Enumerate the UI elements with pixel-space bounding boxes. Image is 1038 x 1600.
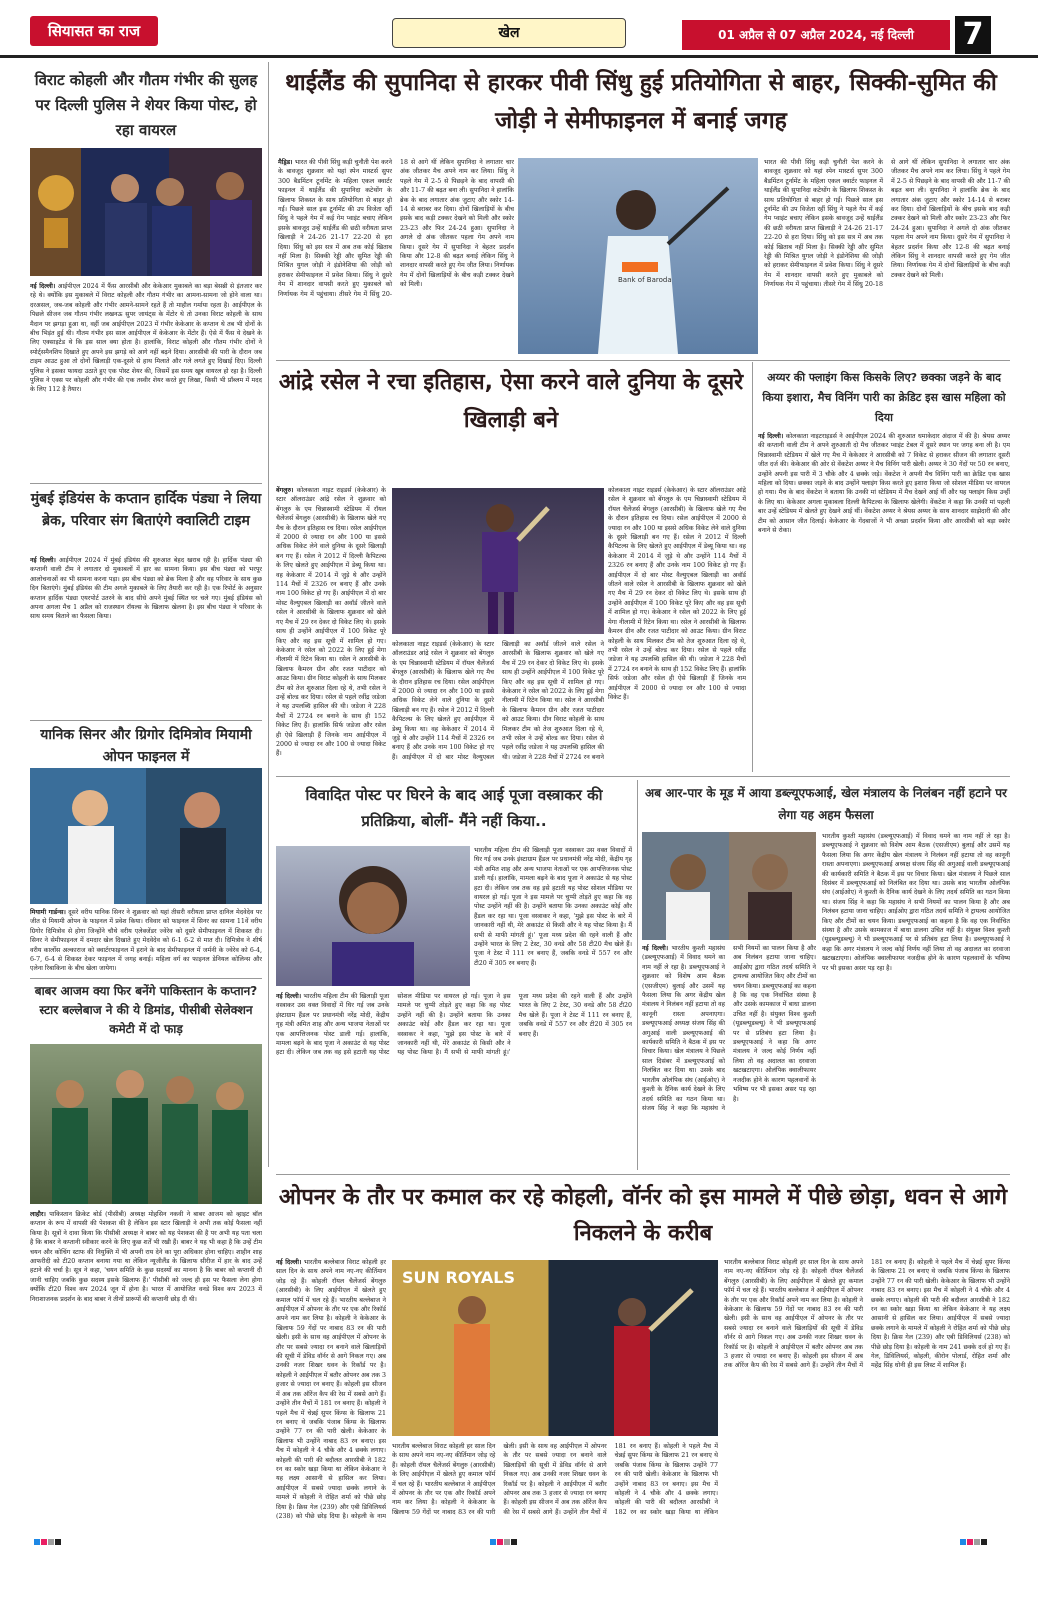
page-number-box [955,16,991,54]
sindhu-headline: थाईलैंड की सुपानिदा से हारकर पीवी सिंधु हुई प्रतियोगिता से बाहर, सिक्की-सुमित की जोड़ी ने सेमीफाइनल में बनाई जगह [285,70,997,134]
sindhu-body-1 [278,158,514,354]
russell-dateline: बेंगलुरु। [276,487,294,494]
hardik-body [30,556,262,716]
header-bar [0,0,1038,58]
pooja-body-2 [276,992,632,1168]
column-title: सियासत का राज [47,22,141,40]
pooja-text-cont: भारतीय महिला टीम की खिलाड़ी पूजा वस्त्राकर उस वक्त विवादों में घिर गई जब उनके इंस्टाग्राम हैंडल पर प्रधानमंत्री नरेंद्र मोदी, केंद्रीय गृह मंत्री अमित शाह और अन्य भाजपा नेताओं पर एक आपत्तिजनक पोस्ट डाली गई। हालांकि, मामला बढ़ने के बाद पूजा ने अकाउंट से यह पोस्ट हटा दी। लेकिन जब तक वह इसे हटाती यह पोस्ट सोशल मीडिया पर वायरल हो गई। पूजा ने इस मामले पर चुप्पी तोड़ते हुए कहा कि वह पोस्ट उन्होंने नहीं की है। उन्होंने बताया कि उनका अकाउंट कोई और हैंडल कर रहा था। पूजा वस्त्राकर ने कहा, 'मुझे इस पोस्ट के बारे में जानकारी नहीं थी, मेरे अकाउंट से किसी और ने यह पोस्ट किया है। मैं सभी से माफी मांगती हूं।' पूजा मध्य प्रदेश की रहने वाली हैं और उन्होंने भारत के लिए 2 टेस्ट, 30 वनडे और 58 टी20 मैच खेले हैं। पूजा ने टेस्ट में 111 रन बनाए हैं, जबकि वनडे में 557 रन और टी20 में 305 रन बनाए हैं। [276,993,632,1057]
sindhu-body-2 [764,158,1010,354]
iyer-body [758,432,1010,770]
pooja-body-1 [474,846,632,986]
kohli-gambhir-body [30,282,262,477]
sindhu-text-cont: भारत की पीवी सिंधु कड़ी चुनौती पेश करने के बावजूद शुक्रवार को यहां स्पेन मास्टर्स सुपर 300 बैडमिंटन टूर्नामेंट के महिला एकल क्वार्टर फाइनल में थाईलैंड की सुपानिदा कटेथोंग के खिलाफ शिकस्त के साथ प्रतियोगिता से बाहर हो गईं। पिछले साल इस टूर्नामेंट की उप विजेता रहीं सिंधु ने पहले गेम में कई गेम प्वाइंट बचाए लेकिन इसके बावजूद उन्हें थाईलैंड की छठी वरीयता प्राप्त खिलाड़ी ने 24-26 21-17 22-20 से हरा दिया। सिंधु को इस सत्र में अब तक कोई खिताब नहीं मिला है। सिक्की रेड्डी और सुमित रेड्डी की मिश्रित युगल जोड़ी ने इंडोनेशिया की जोड़ी को हराकर सेमीफाइनल में प्रवेश किया। सिंधु ने दूसरे गेम में शानदार वापसी करते हुए मुकाबले को निर्णायक गेम में पहुंचाया। तीसरे गेम में सिंधु 20-18 से आगे थीं लेकिन सुपानिदा ने लगातार चार अंक जीतकर मैच अपने नाम कर लिया। सिंधु ने पहले गेम में 2-5 से पिछड़ने के बाद वापसी की और 11-7 की बढ़त बना ली। सुपानिदा ने हालांकि ब्रेक के बाद लगातार अंक जुटाए और स्कोर 14-14 से बराबर कर दिया। दोनों खिलाड़ियों के बीच इसके बाद कड़ी टक्कर देखने को मिली और स्कोर 23-23 और फिर 24-24 हुआ। सुपानिदा ने अगले दो अंक जीतकर पहला गेम अपने नाम किया। दूसरे गेम में सुपानिदा ने बेहतर प्रदर्शन किया और 12-8 की बढ़त बनाई लेकिन सिंधु ने शानदार वापसी करते हुए गेम जीत लिया। निर्णायक गेम में दोनों खिलाड़ियों के बीच कड़ी टक्कर देखने को मिली। [764,159,1010,289]
hardik-dateline: नई दिल्ली। [30,557,56,564]
russell-body-3 [608,486,746,770]
kohli-gambhir-text: आईपीएल 2024 में फैंस आरसीबी और केकेआर मुकाबले का बड़ा बेसब्री से इंतजार कर रहे थे। क्योंकि इस मुकाबले में विराट कोहली और गौतम गंभीर का आमना-सामना जो होने वाला था। दरअसल, जब-जब कोहली और गंभीर आमने-सामने रहते हैं तो माहौल गर्माया रहता है। आईपीएल के पिछले सीजन जब गौतम गंभीर लखनऊ सुपर जायंट्स के मेंटोर थे तो उनका विराट कोहली के साथ मैदान पर झगड़ा हुआ था, वहीं जब आईपीएल 2023 में गंभीर केकेआर के कप्तान थे तब भी दोनों के बीच भिड़ंत हुई थी। गौतम गंभीर इस साल आईपीएल में केकेआर के मेंटोर हैं। ऐसे में फैंस ये देखने के लिए एक्साइटेड थे कि इस साल क्या होता है। हालांकि, विराट कोहली और गौतम गंभीर दोनों ने स्पोर्ट्समैनशिप दिखाते हुए अपने इस झगड़े को आगे नहीं बढ़ने दिया। आरसीबी की पारी के दौरान जब टाइम आउट हुआ तो दोनों खिलाड़ी एक-दूसरे से हाथ मिलाते और गले लगते हुए दिखाई दिए। दिल्ली पुलिस ने इसका फायदा उठाते हुए एक पोस्ट शेयर की, जिसमें इस समय खूब वायरल हो रहा है। दिल्ली पुलिस ने एक्स पर कोहली और गंभीर की एक तस्वीर शेयर करते हुए लिखा, किसी भी प्रॉब्लम में मदद के लिए 112 है तैयार। [30,283,262,394]
iyer-text: कोलकाता नाइटराइडर्स ने आईपीएल 2024 की शुरुआत धमाकेदार अंदाज में की है। श्रेयस अय्यर की कप्तानी वाली टीम ने अपने शुरुआती दो मैच जीतकर प्वाइंट टेबल में दूसरे स्थान पर जगह बना ली है। एम चिन्नास्वामी स्टेडियम में खेले गए मैच में केकेआर ने आरसीबी को 7 विकेट से हराकर सीजन की लगातार दूसरी जीत दर्ज की। केकेआर की ओर से वेंकटेश अय्यर ने मैच विनिंग पारी खेली। अय्यर ने 30 गेंदों पर 50 रन बनाए, उन्होंने अपनी इस पारी में 3 चौके और 4 छक्के जड़े। वेंकटेश ने अपनी मैच विनिंग पारी का क्रेडिट एक खास महिला को दिया। छक्का जड़ने के बाद उन्होंने फ्लाइंग किस करते हुए इशारा किया जो सोशल मीडिया पर वायरल हो गया। मैच के बाद वेंकटेश ने बताया कि उनकी मां स्टेडियम में मैच देखने आई थीं और यह फ्लाइंग किस उन्हीं के लिए था। केकेआर अगला मुकाबला दिल्ली कैपिटल्स के खिलाफ खेलेगी। वेंकटेश ने कहा कि उनकी मां पहली बार उन्हें स्टेडियम में खेलते हुए देखने आई थीं। वेंकटेश अय्यर ने श्रेयस अय्यर के साथ शानदार साझेदारी की और टीम को आसान जीत दिलाई। केकेआर के गेंदबाजों ने भी अच्छा प्रदर्शन किया और आरसीबी को बड़ा स्कोर बनाने से रोका। [758,433,1010,535]
divider [276,776,1010,777]
kohli-warner-body-2 [392,1442,718,1520]
kohli-warner-photo [392,1260,718,1436]
kohli-warner-text-cont: भारतीय बल्लेबाज विराट कोहली हर साल दिन के साथ अपने नाम नए-नए कीर्तिमान जोड़ रहे हैं। कोहली रॉयल चैलेंजर्स बेंगलुरु (आरसीबी) के लिए आईपीएल में खेलते हुए कमाल फॉर्म में चल रहे हैं। भारतीय बल्लेबाज ने आईपीएल में ओपनर के तौर पर एक और रिकॉर्ड अपने नाम कर लिया है। कोहली ने केकेआर के खिलाफ 59 गेंदों पर नाबाद 83 रन की पारी खेली। इसी के साथ वह आईपीएल में ओपनर के तौर पर सबसे ज्यादा रन बनाने वाले खिलाड़ियों की सूची में डेविड वॉर्नर से आगे निकल गए। अब उनकी नजर शिखर धवन के रिकॉर्ड पर है। कोहली ने आईपीएल में बतौर ओपनर अब तक 3 हजार से ज्यादा रन बनाए हैं। कोहली इस सीजन में अब तक ऑरेंज कैप की रेस में सबसे आगे हैं। उन्होंने तीन मैचों में 181 रन बनाए हैं। कोहली ने पहले मैच में चेन्नई सुपर किंग्स के खिलाफ 21 रन बनाए थे जबकि पंजाब किंग्स के खिलाफ उन्होंने 77 रन की पारी खेली। केकेआर के खिलाफ भी उन्होंने नाबाद 83 रन बनाए। इस मैच में कोहली ने 4 चौके और 4 छक्के लगाए। कोहली की पारी की बदौलत आरसीबी ने 182 रन का स्कोर खड़ा किया था लेकिन [392,1443,718,1516]
iyer-headline: अय्यर की फ्लाइंग किस किसके लिए? छक्का जड़ने के बाद किया इशारा, मैच विनिंग पारी का क्रेडिट इस खास महिला को दिया [762,371,1006,424]
footer-color-marks-right [960,1530,988,1549]
page-number: 7 [962,17,984,52]
kohli-warner-body-3 [724,1258,1010,1520]
hardik-headline: मुंबई इंडियंस के कप्तान हार्दिक पंड्या ने लिया ब्रेक, परिवार संग बिताएंगे क्वालिटी टाइम [30,491,262,529]
wfi-headline: अब आर-पार के मूड में आया डब्ल्यूएफआई, खेल मंत्रालय के निलंबन नहीं हटाने पर लेगा यह अहम फैसला [645,786,1007,822]
sinner-text: दूसरे वरीय यानिक सिनर ने शुक्रवार को यहां तीसरी वरीयता प्राप्त दानिल मेदवेदेव पर जीत से मियामी ओपन के फाइनल में प्रवेश किया। रविवार को फाइनल में सिनर का सामना 11वें वरीय ग्रिगोर दिमित्रोव से होगा जिन्होंने चौथे वरीय एलेक्जेंडर ज्वेरेव को दूसरे सेमीफाइनल में शिकस्त दी। सिनर ने सेमीफाइनल में दमदार खेल दिखाते हुए मेदवेदेव को 6-1 6-2 से मात दी। दिमित्रोव ने शीर्ष वरीय कार्लोस अल्काराज को क्वार्टरफाइनल में हराने के बाद सेमीफाइनल में जर्मनी के ज्वेरेव को 6-4, 6-7, 6-4 से शिकस्त देकर फाइनल में जगह बनाई। महिला वर्ग का फाइनल डेनियल कोलिन्स और एलेना रिबाकिना के बीच खेला जायेगा। [30,909,262,973]
babar-photo [30,1044,262,1204]
babar-body [30,1210,262,1512]
divider [637,780,638,1170]
kohli-gambhir-headline: विराट कोहली और गौतम गंभीर की सुलह पर दिल्ली पुलिस ने शेयर किया पोस्ट, हो रहा वायरल [34,71,258,139]
kohli-warner-headline: ओपनर के तौर पर कमाल कर रहे कोहली, वॉर्नर को इस मामले में पीछे छोड़ा, धवन से आगे निकलने के करीब [278,1185,1008,1246]
divider [30,720,262,721]
sinner-headline: यानिक सिनर और ग्रिगोर दिमित्रोव मियामी ओपन फाइनल में [40,727,252,765]
sindhu-photo [518,158,758,354]
police-emblem-icon [38,175,74,211]
russell-text-cont2: कोलकाता नाइट राइडर्स (केकेआर) के स्टार ऑलराउंडर आंद्रे रसेल ने शुक्रवार को बेंगलुरु के एम चिन्नास्वामी स्टेडियम में रॉयल चैलेंजर्स बेंगलुरु (आरसीबी) के खिलाफ खेले गए मैच के दौरान इतिहास रच दिया। रसेल आईपीएल में 2000 से ज्यादा रन और 100 या इससे अधिक विकेट लेने वाले दुनिया के दूसरे खिलाड़ी बन गए हैं। रसेल ने 2012 में दिल्ली कैपिटल्स के लिए खेलते हुए आईपीएल में डेब्यू किया था। वह केकेआर में 2014 में जुड़े थे और उन्होंने 114 मैचों में 2326 रन बनाए हैं और उनके नाम 100 विकेट हो गए हैं। आईपीएल में दो बार मोस्ट वैल्युएबल खिलाड़ी का अवॉर्ड जीतने वाले रसेल ने आरसीबी के खिलाफ शुक्रवार को खेले गए मैच में 29 रन देकर दो विकेट लिए थे। इसके साथ ही उन्होंने आईपीएल में 100 विकेट पूरे किए और वह इस सूची में शामिल हो गए। केकेआर ने रसेल को 2022 के लिए हुई मेगा नीलामी में रिटेन किया था। रसेल ने आरसीबी के खिलाफ कैमरन ग्रीन और रजत पाटीदार को आउट किया। ग्रीन विराट कोहली के साथ मिलकर टीम को तेज शुरुआत दिला रहे थे, तभी रसेल ने उन्हें बोल्ड कर दिया। रसेल से पहले रवींद्र जडेजा ने यह उपलब्धि हासिल की थी। जडेजा ने 228 मैचों में 2724 रन बनाने के साथ ही 152 विकेट लिए हैं। हालांकि सिर्फ जडेजा और रसेल ही ऐसे खिलाड़ी हैं जिनके नाम आईपीएल में 2000 से ज्यादा रन और 100 से ज्यादा विकेट हैं। [608,487,746,701]
russell-text-cont: कोलकाता नाइट राइडर्स (केकेआर) के स्टार ऑलराउंडर आंद्रे रसेल ने शुक्रवार को बेंगलुरु के एम चिन्नास्वामी स्टेडियम में रॉयल चैलेंजर्स बेंगलुरु (आरसीबी) के खिलाफ खेले गए मैच के दौरान इतिहास रच दिया। रसेल आईपीएल में 2000 से ज्यादा रन और 100 या इससे अधिक विकेट लेने वाले दुनिया के दूसरे खिलाड़ी बन गए हैं। रसेल ने 2012 में दिल्ली कैपिटल्स के लिए खेलते हुए आईपीएल में डेब्यू किया था। वह केकेआर में 2014 में जुड़े थे और उन्होंने 114 मैचों में 2326 रन बनाए हैं और उनके नाम 100 विकेट हो गए हैं। आईपीएल में दो बार मोस्ट वैल्युएबल खिलाड़ी का अवॉर्ड जीतने वाले रसेल ने आरसीबी के खिलाफ शुक्रवार को खेले गए मैच में 29 रन देकर दो विकेट लिए थे। इसके साथ ही उन्होंने आईपीएल में 100 विकेट पूरे किए और वह इस सूची में शामिल हो गए। केकेआर ने रसेल को 2022 के लिए हुई मेगा नीलामी में रिटेन किया था। रसेल ने आरसीबी के खिलाफ कैमरन ग्रीन और रजत पाटीदार को आउट किया। ग्रीन विराट कोहली के साथ मिलकर टीम को तेज शुरुआत दिला रहे थे, तभी रसेल ने उन्हें बोल्ड कर दिया। रसेल से पहले रवींद्र जडेजा ने यह उपलब्धि हासिल की थी। जडेजा ने 228 मैचों में 2724 रन बनाने [392,641,604,761]
sindhu-dateline: मैड्रिड। [278,159,293,166]
kohli-gambhir-photo [30,148,262,276]
iyer-dateline: नई दिल्ली। [758,433,784,440]
kohli-warner-body-1 [276,1258,386,1520]
russell-text: कोलकाता नाइट राइडर्स (केकेआर) के स्टार ऑलराउंडर आंद्रे रसेल ने शुक्रवार को बेंगलुरु के एम चिन्नास्वामी स्टेडियम में रॉयल चैलेंजर्स बेंगलुरु (आरसीबी) के खिलाफ खेले गए मैच के दौरान इतिहास रच दिया। रसेल आईपीएल में 2000 से ज्यादा रन और 100 या इससे अधिक विकेट लेने वाले दुनिया के दूसरे खिलाड़ी बन गए हैं। रसेल ने 2012 में दिल्ली कैपिटल्स के लिए खेलते हुए आईपीएल में डेब्यू किया था। वह केकेआर में 2014 में जुड़े थे और उन्होंने 114 मैचों में 2326 रन बनाए हैं और उनके नाम 100 विकेट हो गए हैं। आईपीएल में दो बार मोस्ट वैल्युएबल खिलाड़ी का अवॉर्ड जीतने वाले रसेल ने आरसीबी के खिलाफ शुक्रवार को खेले गए मैच में 29 रन देकर दो विकेट लिए थे। इसके साथ ही उन्होंने आईपीएल में 100 विकेट पूरे किए और वह इस सूची में शामिल हो गए। केकेआर ने रसेल को 2022 के लिए हुई मेगा नीलामी में रिटेन किया था। रसेल ने आरसीबी के खिलाफ कैमरन ग्रीन और रजत पाटीदार को आउट किया। ग्रीन विराट कोहली के साथ मिलकर टीम को तेज शुरुआत दिला रहे थे, तभी रसेल ने उन्हें बोल्ड कर दिया। रसेल से पहले रवींद्र जडेजा ने यह उपलब्धि हासिल की थी। जडेजा ने 228 मैचों में 2724 रन बनाने के साथ ही 152 विकेट लिए हैं। हालांकि सिर्फ जडेजा और रसेल ही ऐसे खिलाड़ी हैं जिनके नाम आईपीएल में 2000 से ज्यादा रन और 100 से ज्यादा विकेट हैं। [276,487,386,758]
kohli-gambhir-dateline: नई दिल्ली। [30,283,56,290]
left-column-divider [268,62,269,1167]
date-range-box [682,20,950,50]
section-label: खेल [498,25,520,41]
babar-headline: बाबर आजम क्या फिर बनेंगे पाकिस्तान के कप्तान? स्टार बल्लेबाज ने की ये डिमांड, पीसीबी सेलेक्शन कमेटी में दो फाड़ [34,984,258,1036]
wfi-dateline: नई दिल्ली। [642,945,669,952]
kohli-warner-text-cont2: भारतीय बल्लेबाज विराट कोहली हर साल दिन के साथ अपने नाम नए-नए कीर्तिमान जोड़ रहे हैं। कोहली रॉयल चैलेंजर्स बेंगलुरु (आरसीबी) के लिए आईपीएल में खेलते हुए कमाल फॉर्म में चल रहे हैं। भारतीय बल्लेबाज ने आईपीएल में ओपनर के तौर पर एक और रिकॉर्ड अपने नाम कर लिया है। कोहली ने केकेआर के खिलाफ 59 गेंदों पर नाबाद 83 रन की पारी खेली। इसी के साथ वह आईपीएल में ओपनर के तौर पर सबसे ज्यादा रन बनाने वाले खिलाड़ियों की सूची में डेविड वॉर्नर से आगे निकल गए। अब उनकी नजर शिखर धवन के रिकॉर्ड पर है। कोहली ने आईपीएल में बतौर ओपनर अब तक 3 हजार से ज्यादा रन बनाए हैं। कोहली इस सीजन में अब तक ऑरेंज कैप की रेस में सबसे आगे हैं। उन्होंने तीन मैचों में 181 रन बनाए हैं। कोहली ने पहले मैच में चेन्नई सुपर किंग्स के खिलाफ 21 रन बनाए थे जबकि पंजाब किंग्स के खिलाफ उन्होंने 77 रन की पारी खेली। केकेआर के खिलाफ भी उन्होंने नाबाद 83 रन बनाए। इस मैच में कोहली ने 4 चौके और 4 छक्के लगाए। कोहली की पारी की बदौलत आरसीबी ने 182 रन का स्कोर खड़ा किया था लेकिन केकेआर ने यह लक्ष्य आसानी से हासिल कर लिया। आईपीएल में सबसे ज्यादा छक्के लगाने के मामले में कोहली ने रोहित शर्मा को पीछे छोड़ दिया है। क्रिस गेल (239) और एबी डिविलियर्स (238) को पीछे छोड़ दिया है। कोहली के नाम 241 छक्के दर्ज हो गए हैं। गेल, डिविलियर्स, कोहली, कीरोन पोलार्ड, रोहित शर्मा और महेंद्र सिंह धोनी ही इस लिस्ट में शामिल हैं। [724,1259,1010,1370]
footer-color-marks-center [490,1530,518,1549]
date-range: 01 अप्रैल से 07 अप्रैल 2024, नई दिल्ली [718,28,914,42]
kohli-warner-dateline: नई दिल्ली। [276,1259,302,1266]
sinner-body [30,908,262,976]
kohli-warner-banner-text: SUN ROYALS [402,1268,515,1287]
wfi-photo [642,832,816,940]
sindhu-jersey-text: Bank of Baroda [618,276,672,284]
wfi-body-1 [642,944,816,1168]
wfi-image [642,832,816,940]
russell-photo [392,488,604,634]
divider [752,362,753,772]
divider [30,978,262,979]
babar-dateline: लाहौर। [30,1211,46,1218]
kohli-warner-text: भारतीय बल्लेबाज विराट कोहली हर साल दिन के साथ अपने नाम नए-नए कीर्तिमान जोड़ रहे हैं। कोहली रॉयल चैलेंजर्स बेंगलुरु (आरसीबी) के लिए आईपीएल में खेलते हुए कमाल फॉर्म में चल रहे हैं। भारतीय बल्लेबाज ने आईपीएल में ओपनर के तौर पर एक और रिकॉर्ड अपने नाम कर लिया है। कोहली ने केकेआर के खिलाफ 59 गेंदों पर नाबाद 83 रन की पारी खेली। इसी के साथ वह आईपीएल में ओपनर के तौर पर सबसे ज्यादा रन बनाने वाले खिलाड़ियों की सूची में डेविड वॉर्नर से आगे निकल गए। अब उनकी नजर शिखर धवन के रिकॉर्ड पर है। कोहली ने आईपीएल में बतौर ओपनर अब तक 3 हजार से ज्यादा रन बनाए हैं। कोहली इस सीजन में अब तक ऑरेंज कैप की रेस में सबसे आगे हैं। उन्होंने तीन मैचों में 181 रन बनाए हैं। कोहली ने पहले मैच में चेन्नई सुपर किंग्स के खिलाफ 21 रन बनाए थे जबकि पंजाब किंग्स के खिलाफ उन्होंने 77 रन की पारी खेली। केकेआर के खिलाफ भी उन्होंने नाबाद 83 रन बनाए। इस मैच में कोहली ने 4 चौके और 4 छक्के लगाए। कोहली की पारी की बदौलत आरसीबी ने 182 रन का स्कोर खड़ा किया था लेकिन केकेआर ने यह लक्ष्य आसानी से हासिल कर लिया। आईपीएल में सबसे ज्यादा छक्के लगाने के मामले में कोहली ने रोहित शर्मा को पीछे छोड़ दिया है। क्रिस गेल (239) और एबी डिविलियर्स (238) को पीछे छोड़ दिया है। कोहली के नाम [276,1259,386,1520]
divider [276,1174,1010,1175]
footer-color-marks-left [34,1530,62,1549]
babar-text: पाकिस्तान क्रिकेट बोर्ड (पीसीबी) अध्यक्ष मोहसिन नकवी ने बाबर आजम को व्हाइट बॉल कप्तान के रूप में वापसी की पेशकश की है लेकिन इस स्टार खिलाड़ी ने अभी तक कोई फैसला नहीं किया है। सूत्रों ने दावा किया कि पीसीबी अध्यक्ष ने बाबर को यह पेशकश की है पर अभी यह पता चला है कि बाबर ने कप्तानी स्वीकार करने के लिए कुछ शर्तें भी रखी हैं। बाबर ने यह भी कहा है कि उन्हें टीम चयन और कोचिंग स्टाफ की नियुक्ति में भी अपनी राय देने का पूरा अधिकार होना चाहिए। शाहीन शाह आफरीदी को टी20 कप्तान बनाया गया था लेकिन न्यूजीलैंड के खिलाफ सीरीज में हार के बाद उन्हें हटाने की चर्चा है। सूत्र ने कहा, 'चयन समिति के कुछ सदस्यों का मानना है कि बाबर को कप्तानी दी जानी चाहिए जबकि कुछ सदस्य इसके खिलाफ हैं।' पीसीबी को जल्द ही इस पर फैसला लेना होगा क्योंकि टी20 विश्व कप 2024 जून में होना है। भारत में आयोजित वनडे विश्व कप 2023 में निराशाजनक प्रदर्शन के बाद बाबर ने तीनों प्रारूपों की कप्तानी छोड़ दी थी। [30,1211,262,1303]
sinner-photo [30,768,262,904]
russell-body-1 [276,486,386,770]
russell-headline: आंद्रे रसेल ने रचा इतिहास, ऐसा करने वाले दुनिया के दूसरे खिलाड़ी बने [278,370,744,433]
wfi-text-cont: भारतीय कुश्ती महासंघ (डब्ल्यूएफआई) में विवाद थमने का नाम नहीं ले रहा है। डब्ल्यूएफआई ने शुक्रवार को विशेष आम बैठक (एसजीएम) बुलाई और उसमें यह फैसला लिया कि अगर केंद्रीय खेल मंत्रालय ने निलंबन नहीं हटाया तो वह कानूनी रास्ता अपनाएगा। डब्ल्यूएफआई अध्यक्ष संजय सिंह की अगुआई वाली डब्ल्यूएफआई की कार्यकारी समिति ने बैठक में इस पर विचार किया। खेल मंत्रालय ने पिछले साल दिसंबर में डब्ल्यूएफआई को निलंबित कर दिया था। उसके बाद भारतीय ओलंपिक संघ (आईओए) ने कुश्ती के दैनिक कार्य देखने के लिए तदर्थ समिति का गठन किया था। संजय सिंह ने कहा कि महासंघ ने सभी नियमों का पालन किया है और अब निलंबन हटाया जाना चाहिए। आईओए द्वारा गठित तदर्थ समिति ने ट्रायल्स आयोजित किए और टीमों का चयन किया। डब्ल्यूएफआई का कहना है कि वह एक निर्वाचित संस्था है और उसके कामकाज में बाधा डालना उचित नहीं है। संयुक्त विश्व कुश्ती (यूडब्ल्यूडब्ल्यू) ने भी डब्ल्यूएफआई पर से प्रतिबंध हटा लिया है। डब्ल्यूएफआई ने कहा कि अगर मंत्रालय ने जल्द कोई निर्णय नहीं लिया तो वह अदालत का दरवाजा खटखटाएगा। ओलंपिक क्वालीफायर नजदीक होने के कारण पहलवानों के भविष्य पर भी इसका असर पड़ रहा है। [822,833,1010,972]
sinner-image [30,768,262,904]
wfi-body-2 [822,832,1010,1168]
sindhu-image [518,158,758,354]
wfi-text: भारतीय कुश्ती महासंघ (डब्ल्यूएफआई) में विवाद थमने का नाम नहीं ले रहा है। डब्ल्यूएफआई ने शुक्रवार को विशेष आम बैठक (एसजीएम) बुलाई और उसमें यह फैसला लिया कि अगर केंद्रीय खेल मंत्रालय ने निलंबन नहीं हटाया तो वह कानूनी रास्ता अपनाएगा। डब्ल्यूएफआई अध्यक्ष संजय सिंह की अगुआई वाली डब्ल्यूएफआई की कार्यकारी समिति ने बैठक में इस पर विचार किया। खेल मंत्रालय ने पिछले साल दिसंबर में डब्ल्यूएफआई को निलंबित कर दिया था। उसके बाद भारतीय ओलंपिक संघ (आईओए) ने कुश्ती के दैनिक कार्य देखने के लिए तदर्थ समिति का गठन किया था। संजय सिंह ने कहा कि महासंघ ने सभी नियमों का पालन किया है और अब निलंबन हटाया जाना चाहिए। आईओए द्वारा गठित तदर्थ समिति ने ट्रायल्स आयोजित किए और टीमों का चयन किया। डब्ल्यूएफआई का कहना है कि वह एक निर्वाचित संस्था है और उसके कामकाज में बाधा डालना उचित नहीं है। संयुक्त विश्व कुश्ती (यूडब्ल्यूडब्ल्यू) ने भी डब्ल्यूएफआई पर से प्रतिबंध हटा लिया है। डब्ल्यूएफआई ने कहा कि अगर मंत्रालय ने जल्द कोई निर्णय नहीं लिया तो वह अदालत का दरवाजा खटखटाएगा। ओलंपिक क्वालीफायर नजदीक होने के कारण पहलवानों के भविष्य पर भी इसका असर पड़ रहा है। [642,945,816,1112]
section-label-box [392,18,626,48]
column-title-box [30,16,158,46]
babar-image [30,1044,262,1204]
pooja-headline: विवादित पोस्ट पर घिरने के बाद आई पूजा वस्त्राकर की प्रतिक्रिया, बोलीं- मैंने नहीं किया.. [305,786,603,830]
russell-body-2 [392,640,604,770]
pooja-text: भारतीय महिला टीम की खिलाड़ी पूजा वस्त्राकर उस वक्त विवादों में घिर गई जब उनके इंस्टाग्राम हैंडल पर प्रधानमंत्री नरेंद्र मोदी, केंद्रीय गृह मंत्री अमित शाह और अन्य भाजपा नेताओं पर एक आपत्तिजनक पोस्ट डाली गई। हालांकि, मामला बढ़ने के बाद पूजा ने अकाउंट से यह पोस्ट हटा दी। लेकिन जब तक वह इसे हटाती यह पोस्ट सोशल मीडिया पर वायरल हो गई। पूजा ने इस मामले पर चुप्पी तोड़ते हुए कहा कि वह पोस्ट उन्होंने नहीं की है। उन्होंने बताया कि उनका अकाउंट कोई और हैंडल कर रहा था। पूजा वस्त्राकर ने कहा, 'मुझे इस पोस्ट के बारे में जानकारी नहीं थी, मेरे अकाउंट से किसी और ने यह पोस्ट किया है। मैं सभी से माफी मांगती हूं।' पूजा मध्य प्रदेश की रहने वाली हैं और उन्होंने भारत के लिए 2 टेस्ट, 30 वनडे और 58 टी20 मैच खेले हैं। पूजा ने टेस्ट में 111 रन बनाए हैं, जबकि वनडे में 557 रन और टी20 में 305 रन बनाए हैं। [474,847,632,967]
divider [30,483,262,484]
sindhu-text: भारत की पीवी सिंधु कड़ी चुनौती पेश करने के बावजूद शुक्रवार को यहां स्पेन मास्टर्स सुपर 300 बैडमिंटन टूर्नामेंट के महिला एकल क्वार्टर फाइनल में थाईलैंड की सुपानिदा कटेथोंग के खिलाफ शिकस्त के साथ प्रतियोगिता से बाहर हो गईं। पिछले साल इस टूर्नामेंट की उप विजेता रहीं सिंधु ने पहले गेम में कई गेम प्वाइंट बचाए लेकिन इसके बावजूद उन्हें थाईलैंड की छठी वरीयता प्राप्त खिलाड़ी ने 24-26 21-17 22-20 से हरा दिया। सिंधु को इस सत्र में अब तक कोई खिताब नहीं मिला है। सिक्की रेड्डी और सुमित रेड्डी की मिश्रित युगल जोड़ी ने इंडोनेशिया की जोड़ी को हराकर सेमीफाइनल में प्रवेश किया। सिंधु ने दूसरे गेम में शानदार वापसी करते हुए मुकाबले को निर्णायक गेम में पहुंचाया। तीसरे गेम में सिंधु 20-18 से आगे थीं लेकिन सुपानिदा ने लगातार चार अंक जीतकर मैच अपने नाम कर लिया। सिंधु ने पहले गेम में 2-5 से पिछड़ने के बाद वापसी की और 11-7 की बढ़त बना ली। सुपानिदा ने हालांकि ब्रेक के बाद लगातार अंक जुटाए और स्कोर 14-14 से बराबर कर दिया। दोनों खिलाड़ियों के बीच इसके बाद कड़ी टक्कर देखने को मिली और स्कोर 23-23 और फिर 24-24 हुआ। सुपानिदा ने अगले दो अंक जीतकर पहला गेम अपने नाम किया। दूसरे गेम में सुपानिदा ने बेहतर प्रदर्शन किया और 12-8 की बढ़त बनाई लेकिन सिंधु ने शानदार वापसी करते हुए गेम जीत लिया। निर्णायक गेम में दोनों खिलाड़ियों के बीच कड़ी टक्कर देखने को मिली। [278,159,514,298]
kohli-gambhir-image [30,148,262,276]
hardik-text: आईपीएल 2024 में मुंबई इंडियंस की शुरुआत बेहद खराब रही है। हार्दिक पंड्या की कप्तानी वाली टीम ने लगातार दो मुकाबलों में हार का सामना किया। इस बीच पंड्या को भरपूर आलोचनाओं का भी सामना करना पड़ा। इस बीच पंड्या को ब्रेक मिला है और वह परिवार के साथ कुछ दिन बिताएंगे। मुंबई इंडियंस की टीम अगले मुकाबले के लिए तैयारी कर रही है। एक रिपोर्ट के अनुसार कप्तान हार्दिक पंड्या एयरपोर्ट उतरने के बाद सीधे अपने मुंबई स्थित घर चले गए। मुंबई इंडियंस को अपना अगला मैच 1 अप्रैल को राजस्थान रॉयल्स के खिलाफ खेलना है। इस बीच पंड्या ने परिवार के साथ समय बिताने का फैसला किया। [30,557,262,621]
pooja-photo [276,846,470,986]
pooja-image [276,846,470,986]
sinner-dateline: मियामी गार्डन्स। [30,909,66,916]
divider [276,360,1010,361]
russell-image [392,488,604,634]
pooja-dateline: नई दिल्ली। [276,993,302,1000]
